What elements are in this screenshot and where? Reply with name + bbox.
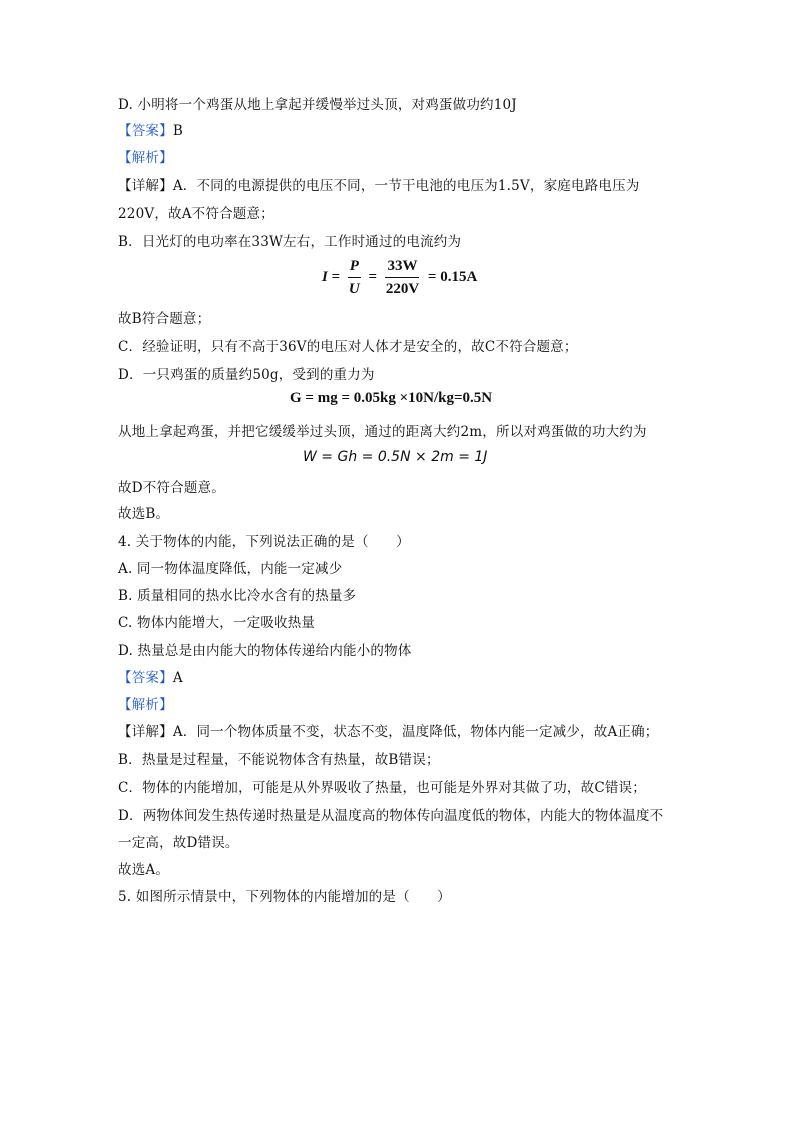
q4-option-b: B. 质量相同的热水比冷水含有的热量多 (118, 588, 357, 604)
q4-stem: 4. 关于物体的内能，下列说法正确的是（ ） (118, 534, 410, 550)
q5-stem: 5. 如图所示情景中，下列物体的内能增加的是（ ） (118, 889, 451, 905)
q4-detail-a-text: A．同一个物体质量不变，状态不变，温度降低，物体内能一定减少，故A正确； (172, 724, 659, 740)
detail-tag: 【详解】 (118, 724, 173, 740)
formula-eq-3: = (427, 268, 437, 285)
fraction-33w-over-220v (384, 256, 421, 299)
formula-work: W = Gh = 0.5N × 2m = 1J (303, 449, 488, 465)
q3-detail-d-line3: 故D不符合题意。 (118, 480, 225, 496)
q4-detail-c: C．物体的内能增加，可能是从外界吸收了热量，也可能是外界对其做了功，故C错误； (118, 780, 646, 796)
q4-answer-line (118, 668, 183, 688)
q4-detail-d-line2: 一定高，故D错误。 (118, 835, 239, 851)
answer-tag: 【答案】 (118, 670, 173, 686)
answer-tag: 【答案】 (118, 123, 173, 139)
q3-detail-d-line2: 从地上拿起鸡蛋，并把它缓缓举过头顶，通过的距离大约2m，所以对鸡蛋做的功大约为 (118, 424, 647, 440)
formula-eq-2: = (368, 268, 378, 285)
q4-detail-d-line1: D．两物体间发生热传递时热量是从温度高的物体传向温度低的物体，内能大的物体温度不 (118, 808, 664, 824)
answer-value: B (172, 123, 183, 139)
fraction-den-u: U (348, 281, 360, 297)
q4-option-d: D. 热量总是由内能大的物体传递给内能小的物体 (118, 643, 412, 659)
q3-answer-line (118, 121, 183, 141)
q4-detail-a (118, 722, 659, 742)
q3-detail-c: C．经验证明，只有不高于36V的电压对人体才是安全的，故C不符合题意； (118, 339, 578, 355)
formula-eq-1: = (331, 268, 341, 285)
q3-choose: 故选B。 (118, 506, 170, 522)
q4-choose: 故选A。 (118, 862, 170, 878)
q3-detail-b-line1: B．日光灯的电功率在33W左右，工作时通过的电流约为 (118, 234, 462, 250)
answer-value: A (172, 670, 183, 686)
q4-option-c: C. 物体内能增大，一定吸收热量 (118, 615, 316, 631)
fraction-num-p: P (348, 256, 361, 278)
q3-detail-b-line2: 故B符合题意； (118, 311, 211, 327)
q4-detail-b: B．热量是过程量，不能说物体含有热量，故B错误； (118, 752, 440, 768)
q4-analysis-tag: 【解析】 (118, 697, 173, 713)
fraction-den-220v: 220V (385, 281, 420, 297)
q4-option-a: A. 同一物体温度降低，内能一定减少 (118, 561, 343, 577)
fraction-p-over-u (347, 256, 362, 299)
formula-current-result: 0.15A (440, 268, 478, 285)
q3-detail-a-line2: 220V，故A不符合题意； (118, 206, 274, 222)
formula-current (322, 256, 477, 299)
formula-current-lhs: I (322, 268, 328, 285)
formula-gravity: G = mg = 0.05kg ×10N/kg=0.5N (290, 390, 493, 406)
q3-detail-a-line1 (118, 176, 639, 196)
q3-detail-d-line1: D．一只鸡蛋的质量约50g，受到的重力为 (118, 367, 375, 383)
q3-option-d: D. 小明将一个鸡蛋从地上拿起并缓慢举过头顶，对鸡蛋做功约10J (118, 97, 517, 113)
q3-analysis-tag: 【解析】 (118, 150, 173, 166)
detail-tag: 【详解】 (118, 178, 173, 194)
fraction-num-33w: 33W (385, 256, 419, 278)
q3-detail-a-text: A．不同的电源提供的电压不同，一节干电池的电压为1.5V，家庭电路电压为 (172, 178, 640, 194)
